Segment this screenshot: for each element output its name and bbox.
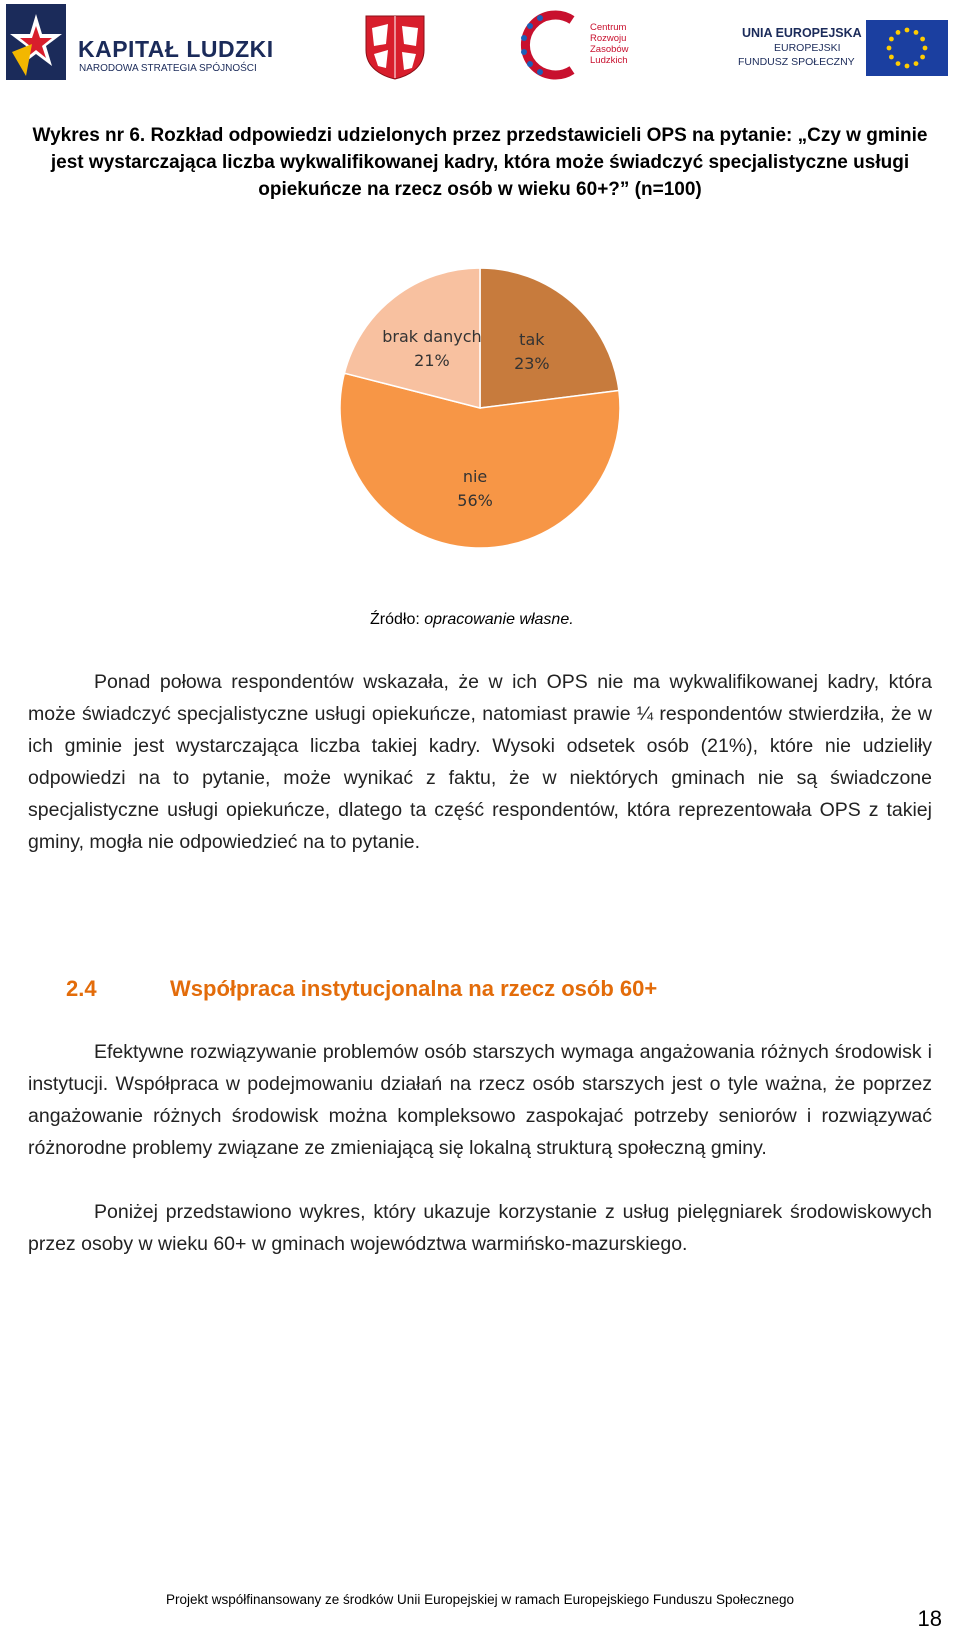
- eu-line1: UNIA EUROPEJSKA: [742, 26, 862, 40]
- warmia-mazury-crest-icon: [364, 14, 426, 80]
- section-heading: [66, 976, 657, 1002]
- pie-value-nie: 56%: [457, 491, 493, 511]
- pie-label-tak: tak: [519, 330, 545, 350]
- pie-label-nie: nie: [462, 467, 488, 487]
- page-number: 18: [917, 1606, 942, 1631]
- eu-logo: [738, 20, 958, 80]
- section-title: Współpraca instytucjonalna na rzecz osób 60+: [170, 976, 658, 1001]
- page-header: [0, 0, 960, 90]
- pie-value-tak: 23%: [514, 354, 550, 374]
- kapital-ludzki-title: KAPITAŁ LUDZKI: [78, 36, 274, 62]
- figure-title: Wykres nr 6. Rozkład odpowiedzi udzielonych przez przedstawicieli OPS na pytanie: „Czy w gminie jest wystarczająca liczba wykwalifikowanej kadry, która może świadczyć specjalistyczne usługi opiekuńcze na rzecz osób w wieku 60+?” (n=100): [32, 125, 928, 200]
- figure-source: Źródło: opracowanie własne.: [370, 611, 574, 628]
- paragraph-2: Efektywne rozwiązywanie problemów osób starszych wymaga angażowania różnych środowisk i instytucji. Współpraca w podejmowaniu działań na rzecz osób starszych jest o tyle ważna, że poprzez angażowanie różnych środowisk można kompleksowo zaspokajać potrzeby seniorów i rozwiązywać różnorodne problemy związane ze zmieniającą się lokalną strukturą społeczną gminy.: [28, 1041, 932, 1159]
- kapital-ludzki-star-icon: [6, 4, 66, 80]
- eu-line2: EUROPEJSKI: [774, 42, 841, 54]
- pie-value-brak-danych: 21%: [414, 351, 450, 371]
- kapital-ludzki-logo: [6, 4, 276, 80]
- paragraph-1: Ponad połowa respondentów wskazała, że w ich OPS nie ma wykwalifikowanej kadry, która może świadczyć specjalistyczne usługi opiekuńcze, natomiast prawie ¼ respondentów stwierdziła, że w ich gminie jest wystarczająca liczba takiej kadry. Wysoki odsetek osób (21%), które nie udzieliły odpowiedzi na to pytanie, może wynikać z faktu, że w niektórych gminach nie są świadczone specjalistyczne usługi opiekuńcze, dlatego ta część respondentów, która reprezentowała OPS z takiej gminy, mogła nie odpowiedzieć na to pytanie.: [28, 671, 932, 853]
- eu-line3: FUNDUSZ SPOŁECZNY: [738, 56, 855, 68]
- crzl-stars-icon: [520, 10, 590, 80]
- kapital-ludzki-subtitle: NARODOWA STRATEGIA SPÓJNOŚCI: [79, 63, 257, 74]
- page-footer: Projekt współfinansowany ze środków Unii Europejskiej w ramach Europejskiego Funduszu Społecznego: [165, 1592, 795, 1607]
- pie-chart: [322, 250, 638, 566]
- section-number: 2.4: [66, 976, 97, 1001]
- crzl-logo: [520, 10, 680, 80]
- crzl-text: Centrum Rozwoju Zasobów Ludzkich: [590, 22, 629, 66]
- paragraph-3: Poniżej przedstawiono wykres, który ukazuje korzystanie z usług pielęgniarek środowiskowych przez osoby w wieku 60+ w gminach województwa warmińsko-mazurskiego.: [28, 1201, 932, 1255]
- eu-flag-icon: [866, 20, 948, 76]
- pie-label-brak-danych: brak danych: [382, 327, 482, 347]
- pie-slice-tak: [480, 268, 619, 408]
